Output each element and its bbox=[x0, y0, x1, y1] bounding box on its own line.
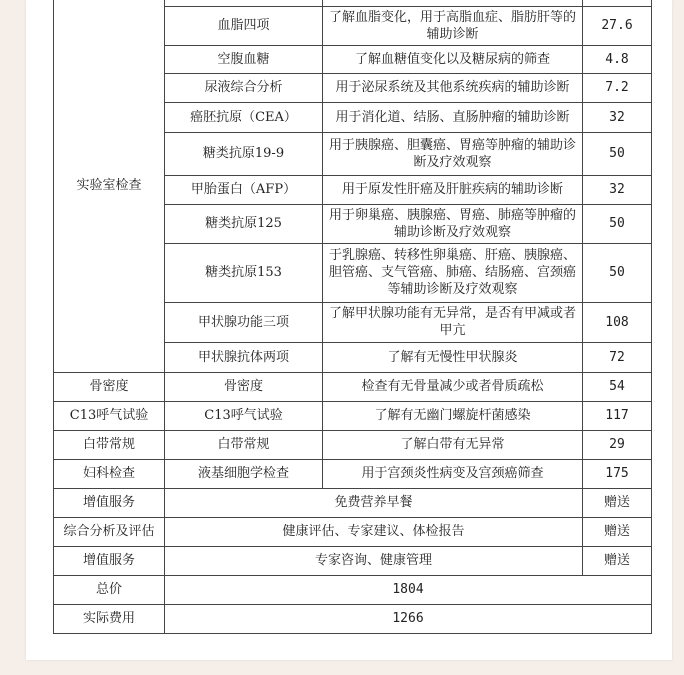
price-cell: 50 bbox=[583, 204, 652, 243]
price-cell: 29 bbox=[583, 430, 652, 459]
total-label: 总价 bbox=[54, 575, 165, 604]
table-row bbox=[54, 372, 652, 401]
desc-cell: 了解白带有无异常 bbox=[323, 430, 583, 459]
checkup-price-table bbox=[53, 0, 652, 634]
item-cell: 甲胎蛋白（AFP） bbox=[165, 175, 323, 204]
service-desc-cell: 免费营养早餐 bbox=[165, 488, 583, 517]
price-cell: 175 bbox=[583, 459, 652, 488]
price-cell: 赠送 bbox=[583, 517, 652, 546]
desc-cell: 了解有无幽门螺旋杆菌感染 bbox=[323, 401, 583, 430]
actual-cost-row bbox=[54, 604, 652, 633]
price-cell: 32 bbox=[583, 102, 652, 132]
item-cell: C13呼气试验 bbox=[165, 401, 323, 430]
desc-cell: 了解有无慢性甲状腺炎 bbox=[323, 342, 583, 372]
desc-cell: 用于原发性肝癌及肝脏疾病的辅助诊断 bbox=[323, 175, 583, 204]
service-desc-cell: 专家咨询、健康管理 bbox=[165, 546, 583, 575]
item-cell: 液基细胞学检查 bbox=[165, 459, 323, 488]
price-cell: 117 bbox=[583, 401, 652, 430]
total-row bbox=[54, 575, 652, 604]
desc-cell: 用于胰腺癌、胆囊癌、胃癌等肿瘤的辅助诊断及疗效观察 bbox=[323, 132, 583, 175]
category-cell: 骨密度 bbox=[54, 372, 165, 401]
price-cell: 4.8 bbox=[583, 45, 652, 73]
desc-cell: 用于卵巢癌、胰腺癌、胃癌、肺癌等肿瘤的辅助诊断及疗效观察 bbox=[323, 204, 583, 243]
desc-cell: 检查有无骨量减少或者骨质疏松 bbox=[323, 372, 583, 401]
table-row bbox=[54, 488, 652, 517]
category-cell: 综合分析及评估 bbox=[54, 517, 165, 546]
item-cell: 骨密度 bbox=[165, 372, 323, 401]
item-cell: 糖类抗原19-9 bbox=[165, 132, 323, 175]
desc-cell: 了解血脂变化，用于高脂血症、脂肪肝等的辅助诊断 bbox=[323, 6, 583, 45]
item-cell: 癌胚抗原（CEA） bbox=[165, 102, 323, 132]
service-desc-cell: 健康评估、专家建议、体检报告 bbox=[165, 517, 583, 546]
item-cell: 甲状腺抗体两项 bbox=[165, 342, 323, 372]
desc-cell: 于乳腺癌、转移性卵巢癌、肝癌、胰腺癌、胆管癌、支气管癌、肺癌、结肠癌、宫颈癌等辅助诊断及疗效观察 bbox=[323, 243, 583, 302]
item-cell: 糖类抗原153 bbox=[165, 243, 323, 302]
table-row bbox=[54, 546, 652, 575]
actual-cost-value: 1266 bbox=[165, 604, 652, 633]
desc-cell: 用于泌尿系统及其他系统疾病的辅助诊断 bbox=[323, 73, 583, 102]
item-cell: 血脂四项 bbox=[165, 6, 323, 45]
table-row bbox=[54, 430, 652, 459]
price-cell: 赠送 bbox=[583, 488, 652, 517]
price-cell: 50 bbox=[583, 132, 652, 175]
category-cell: 白带常规 bbox=[54, 430, 165, 459]
price-cell: 72 bbox=[583, 342, 652, 372]
price-cell: 54 bbox=[583, 372, 652, 401]
category-cell: 妇科检查 bbox=[54, 459, 165, 488]
price-cell: 108 bbox=[583, 302, 652, 342]
desc-cell: 用于宫颈炎性病变及宫颈癌筛查 bbox=[323, 459, 583, 488]
total-value: 1804 bbox=[165, 575, 652, 604]
desc-cell: 用于消化道、结肠、直肠肿瘤的辅助诊断 bbox=[323, 102, 583, 132]
item-cell: 尿液综合分析 bbox=[165, 73, 323, 102]
table-row bbox=[54, 517, 652, 546]
item-cell: 空腹血糖 bbox=[165, 45, 323, 73]
item-cell: 糖类抗原125 bbox=[165, 204, 323, 243]
price-cell: 7.2 bbox=[583, 73, 652, 102]
category-cell: 实验室检查 bbox=[54, 0, 165, 372]
price-cell: 32 bbox=[583, 175, 652, 204]
desc-cell: 了解甲状腺功能有无异常，是否有甲减或者甲亢 bbox=[323, 302, 583, 342]
table-row bbox=[54, 401, 652, 430]
category-cell: C13呼气试验 bbox=[54, 401, 165, 430]
desc-cell: 了解血糖值变化以及糖尿病的筛查 bbox=[323, 45, 583, 73]
item-cell: 白带常规 bbox=[165, 430, 323, 459]
category-cell: 增值服务 bbox=[54, 488, 165, 517]
actual-cost-label: 实际费用 bbox=[54, 604, 165, 633]
price-cell: 50 bbox=[583, 243, 652, 302]
price-cell: 赠送 bbox=[583, 546, 652, 575]
price-cell: 27.6 bbox=[583, 6, 652, 45]
table-row bbox=[54, 459, 652, 488]
item-cell: 甲状腺功能三项 bbox=[165, 302, 323, 342]
category-cell: 增值服务 bbox=[54, 546, 165, 575]
